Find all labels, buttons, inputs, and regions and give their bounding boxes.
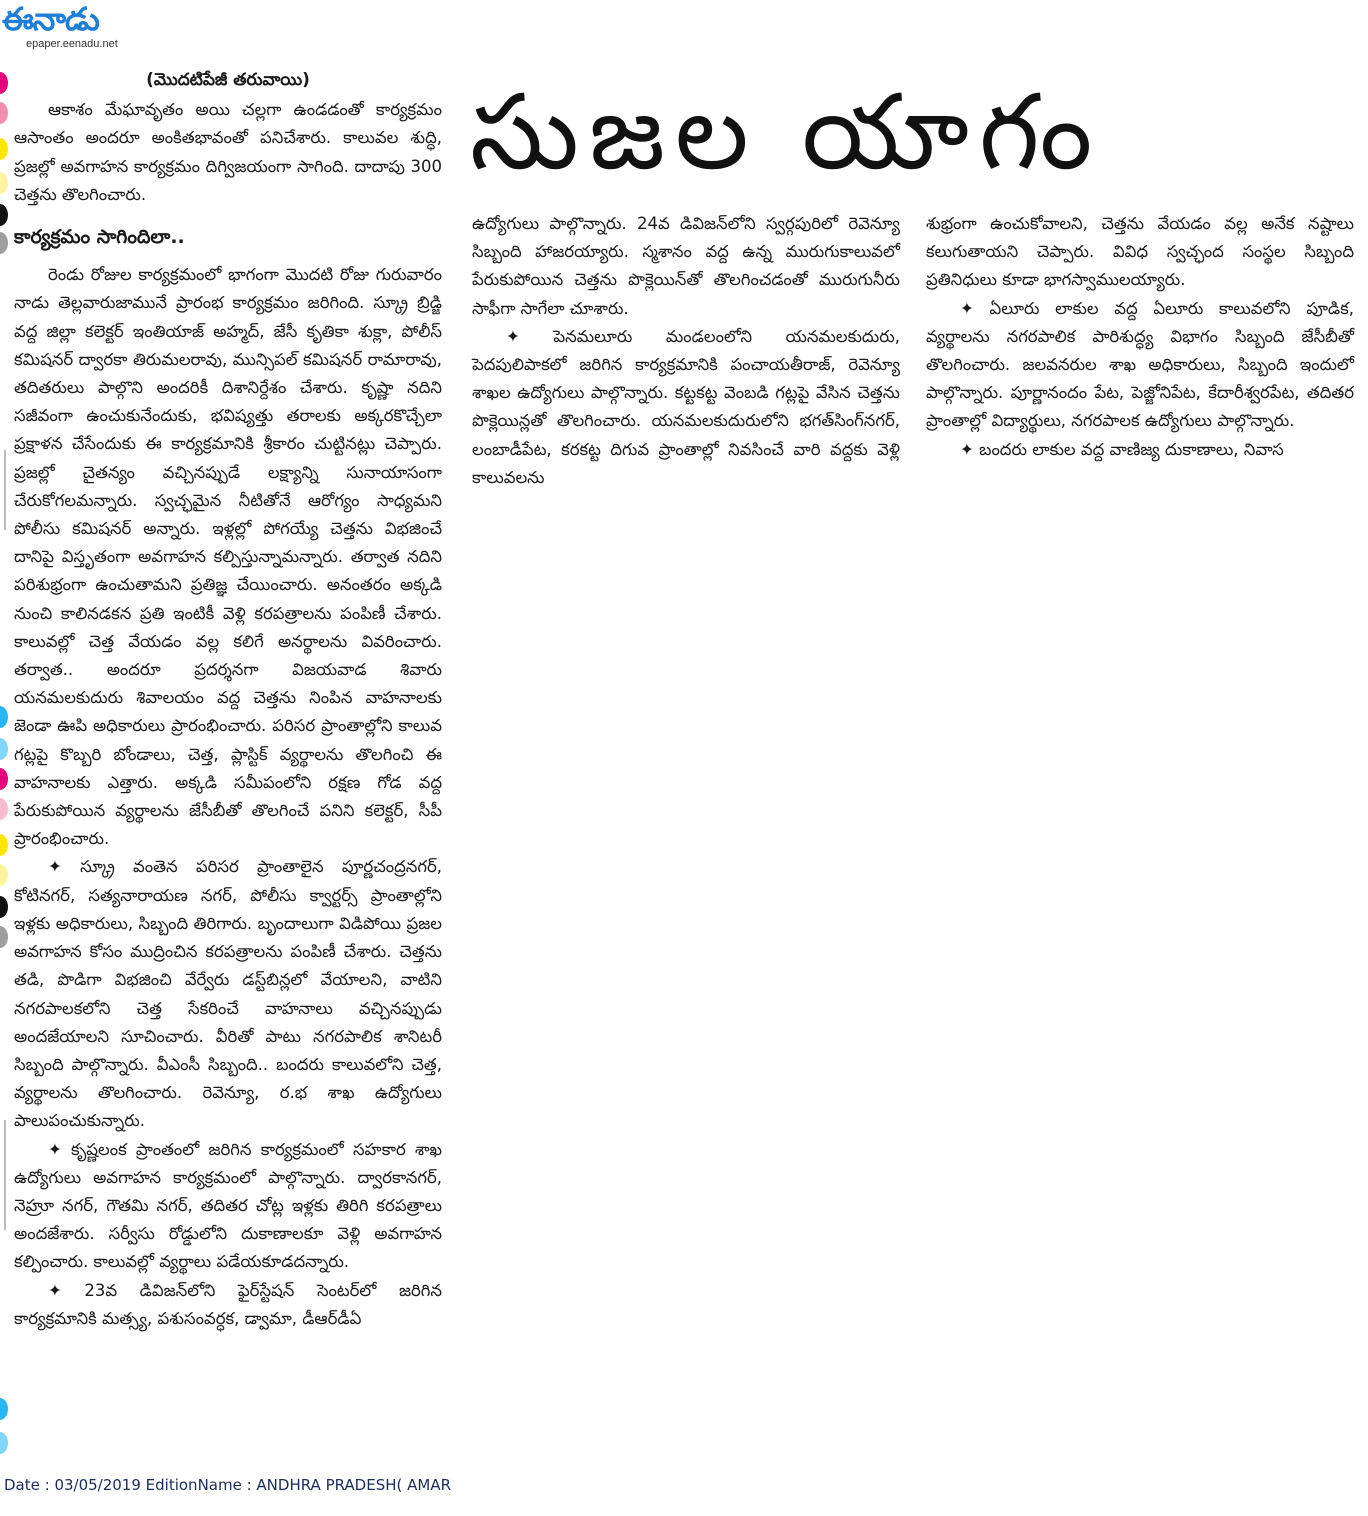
registration-dot-cyan-2	[0, 1398, 8, 1420]
article-paragraph: ✦ స్క్రూ వంతెన పరిసర ప్రాంతాలైన పూర్ణచంద్రనగర్, కోటినగర్, సత్యనారాయణ నగర్, పోలీసు క్వార్టర్స్ ప్రాంతాల్లోని ఇళ్లకు అధికారులు, సిబ్బంది తిరిగారు. బృందాలుగా విడిపోయి ప్రజల అవగాహన కోసం ముద్రించిన కరపత్రాలను పంపిణీ చేశారు. చెత్తను తడి, పొడిగా విభజించి వేర్వేరు డస్ట్‌బిన్లలో వేయాలని, వాటిని నగరపాలకలోని చెత్త సేకరించే వాహనాలు వచ్చినప్పుడు అందజేయాలని సూచించారు. వీరితో పాటు నగరపాలిక శానిటరీ సిబ్బంది పాల్గొన్నారు. వీఎంసీ సిబ్బంది.. బందరు కాలువలోని చెత్త, వ్యర్థాలను తొలగించారు. రెవెన్యూ, ర.భ శాఖ ఉద్యోగులు పాలుపంచుకున్నారు.	[14, 857, 442, 1131]
article-paragraph: ఆకాశం మేఘావృతం అయి చల్లగా ఉండడంతో కార్యక్రమం ఆసాంతం అందరూ అంకితభావంతో పనిచేశారు. కాలువల శుద్ధి, ప్రజల్లో అవగాహన కార్యక్రమం దిగ్విజయంగా సాగింది. దాదాపు 300 చెత్తను తొలగించారు.	[14, 100, 442, 204]
article-paragraph: ✦ బందరు లాకుల వద్ద వాణిజ్య దుకాణాలు, నివాస	[960, 439, 1284, 459]
registration-dot-yellow	[0, 138, 8, 160]
registration-dot-magenta	[0, 72, 8, 94]
article-column-2	[472, 210, 900, 492]
article-paragraph: ✦ పెనమలూరు మండలంలోని యనమలకుదురు, పెదపులిపాకలో జరిగిన కార్యక్రమానికి పంచాయతీరాజ్, రెవెన్యూ శాఖల ఉద్యోగులు పాల్గొన్నారు. కట్టకట్ట వెంబడి గట్లపై వేసిన చెత్తను పొక్లెయిన్లతో తొలగించారు. యనమలకుదురులోని భగత్‌సింగ్‌నగర్, లంబాడీపేట, కరకట్ట దిగువ ప్రాంతాల్లో నివసించే వారి వద్దకు వెళ్లి కాలువలను	[472, 326, 900, 487]
registration-dot-yellow-2	[0, 834, 8, 856]
article-column-1	[14, 66, 442, 1333]
article-headline: సుజల యాగం	[470, 71, 1103, 193]
registration-dot-pink-2	[0, 798, 8, 820]
article-column-3	[926, 210, 1354, 464]
registration-dot-cyan	[0, 706, 8, 728]
masthead	[0, 0, 150, 56]
registration-dot-black	[0, 204, 8, 226]
registration-dot-black-2	[0, 896, 8, 918]
registration-dot-cyan-light-2	[0, 1432, 8, 1454]
article-subheading: కార్యక్రమం సాగిందిలా..	[14, 226, 185, 249]
article-paragraph: రెండు రోజుల కార్యక్రమంలో భాగంగా మొదటి రోజు గురువారం నాడు తెల్లవారుజామునే ప్రారంభ కార్యక్రమం జరిగింది. స్క్రూ బ్రిడ్జి వద్ద జిల్లా కలెక్టర్ ఇంతియాజ్ అహ్మద్, జేసీ కృతికా శుక్లా, పోలీస్ కమిషనర్ ద్వారకా తిరుమలరావు, మున్సిపల్ కమిషనర్ రామారావు, తదితరులు పాల్గొని అందరికీ దిశానిర్దేశం చేశారు. కృష్ణా నదిని సజీవంగా ఉంచుకునేందుకు, భవిష్యత్తు తరాలకు అక్కరకొచ్చేలా ప్రక్షాళన చేసేందుకు ఈ కార్యక్రమానికి శ్రీకారం చుట్టినట్లు చెప్పారు. ప్రజల్లో చైతన్యం వచ్చినప్పుడే లక్ష్యాన్ని సునాయాసంగా చేరుకోగలమన్నారు. స్వచ్ఛమైన నీటితోనే ఆరోగ్యం సాధ్యమని పోలీసు కమిషనర్ అన్నారు. ఇళ్లల్లో పోగయ్యే చెత్తను విభజించే దానిపై విస్తృతంగా అవగాహన కల్పిస్తున్నామన్నారు. తర్వాత నదిని పరిశుభ్రంగా ఉంచుతామని ప్రతిజ్ఞ చేయించారు. అనంతరం అక్కడి నుంచి కాలినడకన ప్రతి ఇంటికీ వెళ్లి కరపత్రాలను పంపిణీ చేశారు. కాలువల్లో చెత్త వేయడం వల్ల కలిగే అనర్థాలను వివరించారు. తర్వాత.. అందరూ ప్రదర్శనగా విజయవాడ శివారు యనమలకుదురు శివాలయం వద్ద చెత్తను నింపిన వాహనాలకు జెండా ఊపి అధికారులు ప్రారంభించారు. పరిసర ప్రాంతాల్లోని కాలువ గట్లపై కొబ్బరి బోండాలు, చెత్త, ప్లాస్టిక్ వ్యర్థాలను తొలగించి ఈ వాహనాలకు ఎత్తారు. అక్కడి సమీపంలోని రక్షణ గోడ వద్ద పేరుకుపోయిన వ్యర్థాలను జేసీబీతో తొలగించే పనిని కలెక్టర్, సీపీ ప్రారంభించారు.	[14, 265, 442, 849]
edition-footer: Date : 03/05/2019 EditionName : ANDHRA PRADESH( AMAR	[4, 1476, 452, 1494]
epaper-url: epaper.eenadu.net	[26, 38, 118, 50]
registration-dot-grey-2	[0, 926, 8, 948]
continued-from-front-label: (మొదటిపేజీ తరువాయి)	[146, 70, 310, 90]
registration-dot-magenta-2	[0, 768, 8, 790]
trim-line-2	[4, 1120, 6, 1230]
article-paragraph: ✦ ఏలూరు లాకుల వద్ద ఏలూరు కాలువలోని పూడిక, వ్యర్థాలను నగరపాలిక పారిశుద్ధ్య విభాగం సిబ్బంది జేసీబీతో తొలగించారు. జలవనరుల శాఖ అధికారులు, సిబ్బంది ఇందులో పాల్గొన్నారు. పూర్ణానందం పేట, పెజ్జోనిపేట, కేదారీశ్వరపేట, తదితర ప్రాంతాల్లో విద్యార్థులు, నగరపాలక ఉద్యోగులు పాల్గొన్నారు.	[926, 298, 1354, 431]
article-paragraph: ✦ 23వ డివిజన్‌లోని ఫైర్‌స్టేషన్ సెంటర్‌లో జరిగిన కార్యక్రమానికి మత్స్య, పశుసంవర్ధక, డ్వామా, డీఆర్‌డీఏ	[14, 1280, 442, 1328]
registration-dot-grey	[0, 232, 8, 254]
registration-dot-yellow-light-2	[0, 864, 8, 886]
registration-dot-yellow-light	[0, 172, 8, 194]
article-paragraph: ఉద్యోగులు పాల్గొన్నారు. 24వ డివిజన్‌లోని స్వర్గపురిలో రెవెన్యూ సిబ్బంది హాజరయ్యారు. స్మశానం వద్ద ఉన్న మురుగుకాలువలో పేరుకుపోయిన చెత్తను పొక్లెయిన్‌తో తొలగించడంతో మురుగునీరు సాఫీగా సాగేలా చూశారు.	[472, 214, 900, 318]
article-paragraph: ✦ కృష్ణలంక ప్రాంతంలో జరిగిన కార్యక్రమంలో సహకార శాఖ ఉద్యోగులు అవగాహన కార్యక్రమంలో పాల్గొన్నారు. ద్వారకానగర్, నెహ్రూ నగర్, గౌతమి నగర్, తదితర చోట్ల ఇళ్లకు తిరిగి కరపత్రాలు అందజేశారు. సర్వీసు రోడ్డులోని దుకాణాలకూ వెళ్లి అవగాహన కల్పించారు. కాలువల్లో వ్యర్థాలు పడేయకూడదన్నారు.	[14, 1139, 442, 1272]
registration-dot-pink	[0, 102, 8, 124]
registration-dot-cyan-light	[0, 738, 8, 760]
eenadu-logo: ఈనాడు	[2, 0, 99, 38]
trim-line	[4, 450, 6, 530]
article-paragraph: శుభ్రంగా ఉంచుకోవాలని, చెత్తను వేయడం వల్ల అనేక నష్టాలు కలుగుతాయని చెప్పారు. వివిధ స్వచ్ఛంద సంస్థల సిబ్బంది ప్రతినిధులు కూడా భాగస్వాములయ్యారు.	[926, 214, 1354, 290]
